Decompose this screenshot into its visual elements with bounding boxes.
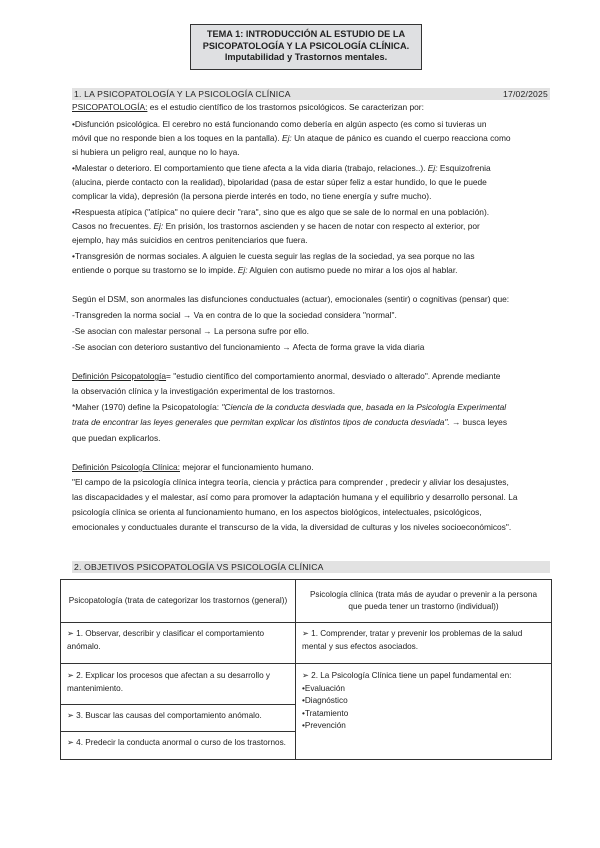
bullet-malestar-l1 (72, 162, 552, 175)
def-clinica-text: mejorar el funcionamiento humano. (180, 462, 314, 472)
maher-quote-2: trata de encontrar las leyes generales que permitan explicar los distintos tipos de conducta desviada". (72, 417, 450, 427)
section-1-title: 1. LA PSICOPATOLOGÍA Y LA PSICOLOGÍA CLÍNICA (74, 89, 291, 99)
maher-l1 (72, 401, 552, 414)
title-line-1: TEMA 1: INTRODUCCIÓN AL ESTUDIO DE LA (206, 29, 406, 39)
dsm-item-3: -Se asocian con deterioro sustantivo del funcionamiento → Afecta de forma grave la vida diaria (72, 342, 425, 352)
def-psicopatologia-text: = "estudio científico del comportamiento anormal, desviado o alterado". Aprende mediante (166, 371, 501, 381)
list-item: •Prevención (302, 721, 346, 730)
left-item-2: ➢ 2. Explicar los procesos que afectan a su desarrollo y mantenimiento. (61, 664, 296, 705)
quote-l4: emocionales y conductuales durante el transcurso de la vida, la diversidad de culturas y los niveles socioeconómicos". (72, 522, 512, 532)
bullet-malestar-l2: (alucina, pierde contacto con la realidad), bipolaridad (pasa de estar súper feliz a estar hundido, lo que le puede (72, 177, 487, 187)
b3-text: Casos no frecuentes. (72, 221, 154, 231)
table-row (61, 623, 552, 664)
right-item-2 (296, 664, 552, 760)
b1-text-2: Un ataque de pánico es cuando el cuerpo reacciona como (291, 133, 511, 143)
section-2-title: 2. OBJETIVOS PSICOPATOLOGÍA VS PSICOLOGÍA CLÍNICA (74, 562, 324, 572)
psicopatologia-definition (72, 101, 552, 114)
left-item-4: ➢ 4. Predecir la conducta anormal o curso de los trastornos. (61, 732, 296, 760)
list-item: •Evaluación (302, 683, 345, 693)
col-clinica-header: Psicología clínica (trata más de ayudar o prevenir a la persona que pueda tener un trastorno (individual)) (296, 580, 552, 623)
title-line-3: Imputabilidad y Trastornos mentales. (224, 52, 388, 62)
bullet-atipica-l2 (72, 220, 552, 233)
list-item: •Tratamiento (302, 708, 349, 718)
b2-ej: Ej: (427, 163, 438, 173)
bullet-atipica-l1: •Respuesta atípica ("atípica" no quiere decir "rara", sino que es algo que se sale de lo normal en una población). (72, 207, 490, 217)
maher-quote-1: "Ciencia de la conducta desviada que, basada en la Psicología Experimental (221, 402, 507, 412)
bullet-malestar-l3: complicar la vida), depresión (la persona pierde interés en todo, no tiene energía y sufre mucho). (72, 191, 432, 201)
b4-ej: Ej: (237, 265, 248, 275)
list-item: •Diagnóstico (302, 696, 348, 705)
bullet-disfuncion-l1: •Disfunción psicológica. El cerebro no está funcionando como debería en algún aspecto (es como si tuvieras un (72, 119, 487, 129)
col-psicopatologia-header: Psicopatología (trata de categorizar los trastornos (general)) (61, 580, 296, 623)
right-item-1: ➢ 1. Comprender, tratar y prevenir los problemas de la salud mental y sus efectos asociados. (296, 623, 552, 664)
bullet-transgresion-l2 (72, 264, 552, 277)
right-item-2-intro: ➢ 2. La Psicología Clínica tiene un papel fundamental en: (302, 671, 512, 680)
dsm-intro: Según el DSM, son anormales las disfunciones conductuales (actuar), emocionales (sentir) o cognitivas (pensar) que: (72, 294, 510, 304)
left-item-1: ➢ 1. Observar, describir y clasificar el comportamiento anómalo. (61, 623, 296, 664)
left-item-3: ➢ 3. Buscar las causas del comportamiento anómalo. (61, 705, 296, 732)
b2-text-2: Esquizofrenia (437, 163, 491, 173)
def-psicopatologia-l2: la observación clínica y la investigación experimental de los trastornos. (72, 386, 336, 396)
def-clinica (72, 461, 552, 474)
section-1-heading (72, 88, 550, 100)
section-1-date: 17/02/2025 (502, 89, 548, 99)
section-2-heading (72, 561, 550, 573)
dsm-item-1: -Transgreden la norma social → Va en contra de lo que la sociedad considera "normal". (72, 310, 397, 320)
objectives-table (60, 579, 552, 760)
bullet-disfuncion-l2 (72, 132, 552, 145)
table-header-row (61, 580, 552, 623)
b1-text: móvil que no responde bien a los toques en la pantalla). (72, 133, 282, 143)
b4-text: entiende o porque su trastorno se lo impide. (72, 265, 238, 275)
bullet-disfuncion-l3: si hubiera un peligro real, aunque no lo haya. (72, 147, 240, 157)
b3-ej: Ej: (153, 221, 164, 231)
maher-intro: *Maher (1970) define la Psicopatología: (72, 402, 222, 412)
def-psicopatologia-l1 (72, 370, 552, 383)
b1-ej: Ej: (281, 133, 292, 143)
maher-l3: que puedan explicarlos. (72, 433, 161, 443)
b3-text-2: En prisión, los trastornos ascienden y se hacen de notar con respecto al exterior, por (163, 221, 480, 231)
b2-text: •Malestar o deterioro. El comportamiento que tiene afecta a la vida diaria (trabajo, relaciones..). (72, 163, 428, 173)
quote-l1: "El campo de la psicología clínica integra teoría, ciencia y práctica para comprender , predecir y aliviar los desajustes, (72, 477, 509, 487)
dsm-item-2: -Se asocian con malestar personal → La persona sufre por ello. (72, 326, 309, 336)
quote-l2: las discapacidades y el malestar, así como para promover la adaptación humana y el equilibrio y desarrollo personal. La (72, 492, 518, 502)
title-line-2: PSICOPATOLOGÍA Y LA PSICOLOGÍA CLÍNICA. (202, 40, 410, 51)
bullet-transgresion-l1: •Transgresión de normas sociales. A alguien le cuesta seguir las reglas de la sociedad, ya sea porque no las (72, 251, 475, 261)
title-box (190, 24, 422, 70)
maher-l2 (72, 416, 552, 429)
def-term: PSICOPATOLOGÍA: (72, 102, 148, 112)
b4-text-2: Alguien con autismo puede no mirar a los ojos al hablar. (247, 265, 458, 275)
maher-arrow-text: → busca leyes (449, 417, 508, 427)
def-clinica-term: Definición Psicología Clínica: (72, 462, 180, 472)
quote-l3: psicología clínica se orienta al funcionamiento humano, en los aspectos biológicos, intelectuales, psicológicos, (72, 507, 482, 517)
def-psicopatologia-term: Definición Psicopatología (72, 371, 167, 381)
bullet-atipica-l3: ejemplo, hay más suicidios en centros penitenciarios que fuera. (72, 235, 308, 245)
table-row (61, 664, 552, 705)
def-text: es el estudio científico de los trastornos psicológicos. Se caracterizan por: (147, 102, 424, 112)
